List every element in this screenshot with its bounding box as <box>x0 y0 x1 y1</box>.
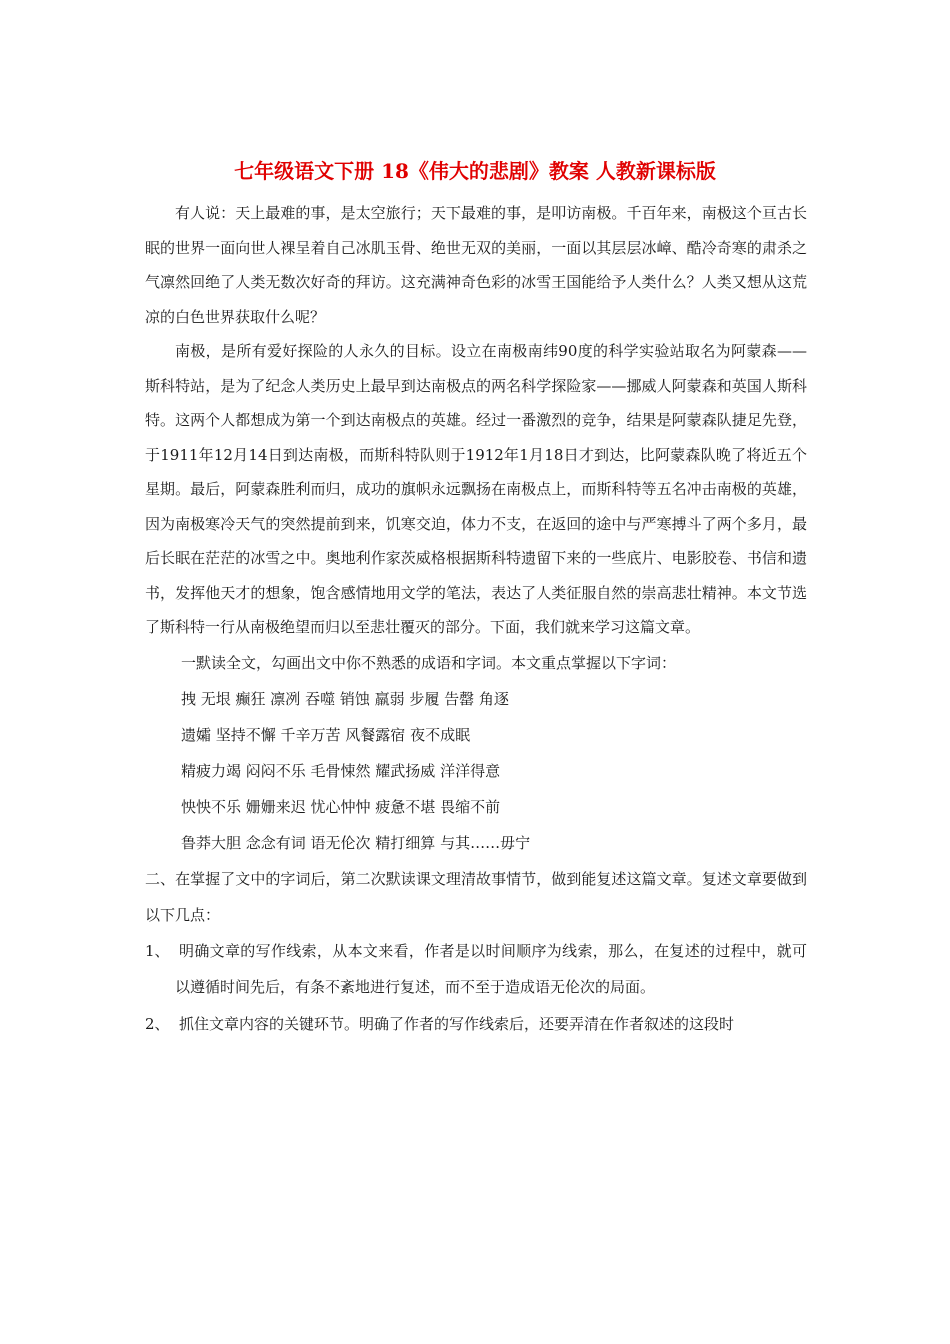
retell-point <box>145 933 807 1006</box>
document-title: 七年级语文下册 18《伟大的悲剧》教案 人教新课标版 <box>234 159 716 183</box>
point-text: 抓住文章内容的关键环节。明确了作者的写作线索后，还要弄清在作者叙述的这段时 <box>179 1014 735 1033</box>
point-text: 明确文章的写作线索，从本文来看，作者是以时间顺序为线索，那么，在复述的过程中，就可以遵循时间先后，有条不紊地进行复述，而不至于造成语无伦次的局面。 <box>175 941 807 996</box>
step-one-instruction: 一默读全文，勾画出文中你不熟悉的成语和字词。本文重点掌握以下字词： <box>181 653 677 672</box>
intro-paragraph: 有人说：天上最难的事，是太空旅行；天下最难的事，是叩访南极。千百年来，南极这个亘古长眠的世界一面向世人裸呈着自己冰肌玉骨、绝世无双的美丽，一面以其层层冰嶂、酷冷奇寒的肃杀之气凛然回绝了人类无数次好奇的拜访。这充满神奇色彩的冰雪王国能给予人类什么？人类又想从这荒凉的白色世界获取什么呢？ <box>145 204 807 326</box>
document-body <box>145 196 807 1042</box>
vocab-line: 鲁莽大胆 念念有词 语无伦次 精打细算 与其……毋宁 <box>181 833 531 852</box>
step-two-instruction: 二、在掌握了文中的字词后，第二次默读课文理清故事情节，做到能复述这篇文章。复述文章要做到以下几点： <box>145 869 807 924</box>
vocabulary-list <box>145 681 807 861</box>
vocab-line: 拽 无垠 癫狂 凛冽 吞噬 销蚀 羸弱 步履 告罄 角逐 <box>181 689 509 708</box>
vocab-line: 怏怏不乐 姗姗来迟 忧心忡忡 疲惫不堪 畏缩不前 <box>181 797 501 816</box>
point-number: 1、 <box>145 941 170 960</box>
vocab-line: 遗孀 坚持不懈 千辛万苦 风餐露宿 夜不成眠 <box>181 725 471 744</box>
vocab-line: 精疲力竭 闷闷不乐 毛骨悚然 耀武扬威 洋洋得意 <box>181 761 501 780</box>
point-number: 2、 <box>145 1014 170 1033</box>
background-paragraph: 南极，是所有爱好探险的人永久的目标。设立在南极南纬90度的科学实验站取名为阿蒙森——斯科特站，是为了纪念人类历史上最早到达南极点的两名科学探险家——挪威人阿蒙森和英国人斯科特。这两个人都想成为第一个到达南极点的英雄。经过一番激烈的竞争，结果是阿蒙森队捷足先登，于1911年12月14日到达南极，而斯科特队则于1912年1月18日才到达，比阿蒙森队晚了将近五个星期。最后，阿蒙森胜利而归，成功的旗帜永远飘扬在南极点上，而斯科特等五名冲击南极的英雄，因为南极寒冷天气的突然提前到来，饥寒交迫，体力不支，在返回的途中与严寒搏斗了两个多月，最后长眠在茫茫的冰雪之中。奥地利作家茨威格根据斯科特遗留下来的一些底片、电影胶卷、书信和遗书，发挥他天才的想象，饱含感情地用文学的笔法，表达了人类征服自然的崇高悲壮精神。本文节选了斯科特一行从南极绝望而归以至悲壮覆灭的部分。下面，我们就来学习这篇文章。 <box>145 342 807 636</box>
retell-point <box>145 1006 807 1043</box>
